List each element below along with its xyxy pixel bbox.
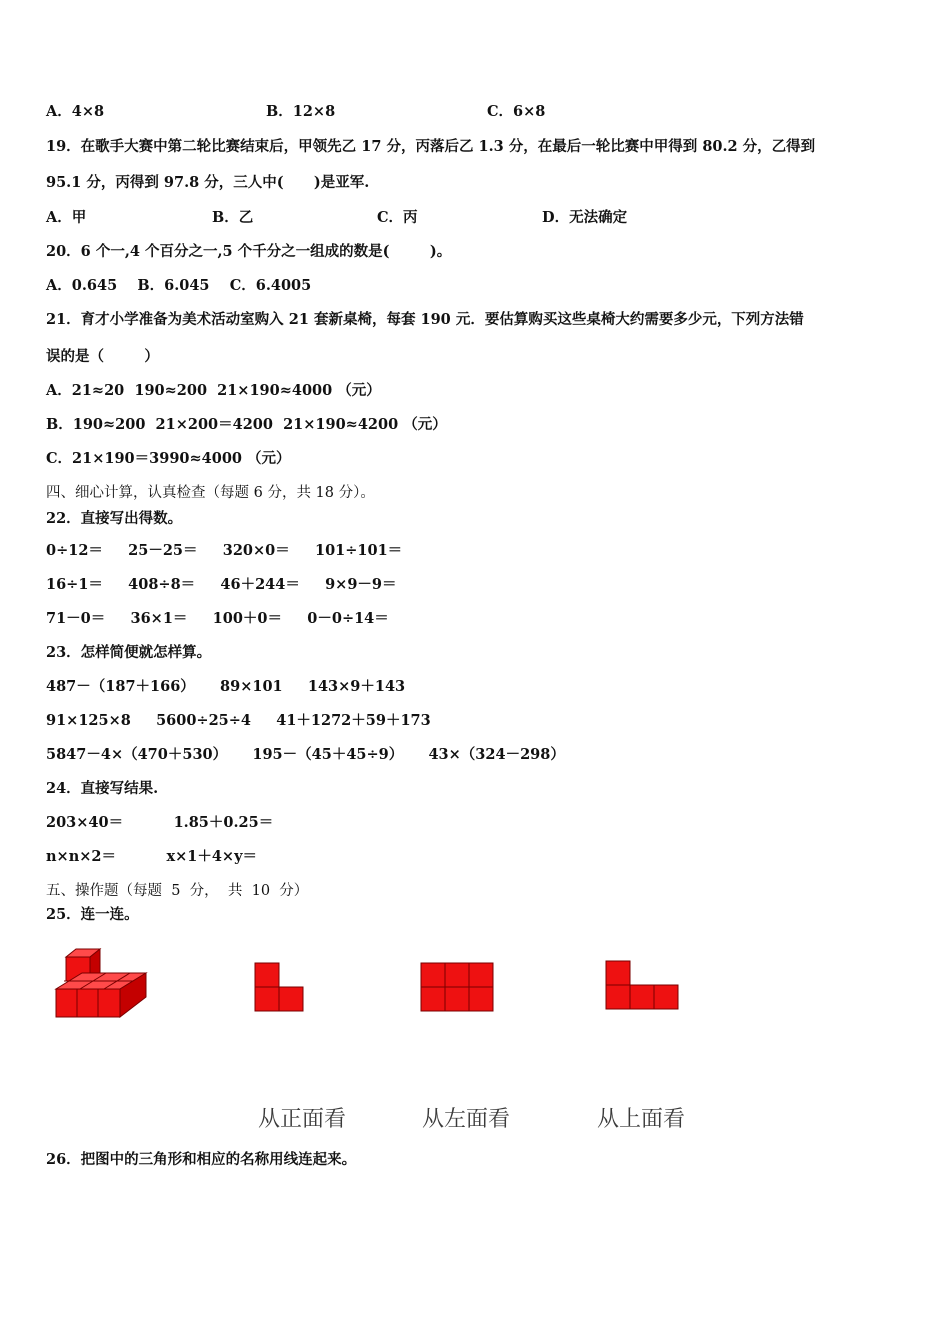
option-c: C．6×8 bbox=[487, 103, 546, 120]
caption-left-view: 从左面看 bbox=[422, 1107, 511, 1132]
q22-row-2: 16÷1＝ 408÷8＝ 46＋244＝ 9×9－9＝ bbox=[46, 576, 397, 593]
q23-row-2: 91×125×8 5600÷25÷4 41＋1272＋59＋173 bbox=[46, 712, 431, 729]
option-a: A．4×8 bbox=[46, 103, 105, 120]
q23-title: 23．怎样简便就怎样算。 bbox=[46, 644, 212, 661]
q23-row-1: 487－（187＋166） 89×101 143×9＋143 bbox=[46, 678, 406, 695]
q21-option-c: C．21×190＝3990≈4000 （元） bbox=[46, 450, 291, 467]
q20-options: A．0.645 B．6.045 C．6.4005 bbox=[46, 277, 312, 294]
q19-option-a: A．甲 bbox=[46, 209, 87, 226]
left-view-figure bbox=[420, 962, 494, 1012]
q21-option-a: A．21≈20 190≈200 21×190≈4000 （元） bbox=[46, 382, 381, 399]
option-b: B．12×8 bbox=[266, 103, 336, 120]
q24-title: 24．直接写结果. bbox=[46, 780, 159, 797]
q19-option-c: C．丙 bbox=[377, 209, 418, 226]
q25-title: 25．连一连。 bbox=[46, 906, 139, 923]
caption-front-view: 从正面看 bbox=[258, 1107, 347, 1132]
q20-stem: 20．6 个一,4 个百分之一,5 个千分之一组成的数是( )。 bbox=[46, 243, 452, 260]
q21-stem-line2: 误的是（ ） bbox=[46, 348, 159, 365]
cube-3d-figure bbox=[50, 945, 152, 1023]
q22-row-3: 71－0＝ 36×1＝ 100＋0＝ 0－0÷14＝ bbox=[46, 610, 389, 627]
q22-title: 22．直接写出得数。 bbox=[46, 510, 183, 527]
q21-stem-line1: 21．育才小学准备为美术活动室购入 21 套新桌椅，每套 190 元．要估算购买这些桌椅大约需要多少元，下列方法错 bbox=[46, 311, 804, 328]
section5-heading: 五、操作题（每题 5 分， 共 10 分） bbox=[46, 883, 309, 899]
section4-heading: 四、细心计算，认真检查（每题 6 分，共 18 分）。 bbox=[46, 485, 375, 501]
q26-title: 26．把图中的三角形和相应的名称用线连起来。 bbox=[46, 1151, 357, 1168]
front-view-figure bbox=[254, 962, 304, 1012]
q19-option-d: D．无法确定 bbox=[542, 209, 628, 226]
q24-row-1: 203×40＝ 1.85＋0.25＝ bbox=[46, 814, 274, 831]
q22-row-1: 0÷12＝ 25－25＝ 320×0＝ 101÷101＝ bbox=[46, 542, 403, 559]
top-view-figure bbox=[605, 960, 679, 1010]
q19-stem-line2: 95.1 分，丙得到 97.8 分，三人中( )是亚军. bbox=[46, 174, 370, 191]
q24-row-2: n×n×2＝ x×1＋4×y＝ bbox=[46, 848, 258, 865]
q19-option-b: B．乙 bbox=[212, 209, 254, 226]
q21-option-b: B．190≈200 21×200＝4200 21×190≈4200 （元） bbox=[46, 416, 447, 433]
q19-stem-line1: 19．在歌手大赛中第二轮比赛结束后，甲领先乙 17 分，丙落后乙 1.3 分，在最后一轮比赛中甲得到 80.2 分，乙得到 bbox=[46, 138, 816, 155]
q23-row-3: 5847－4×（470＋530） 195－（45＋45÷9） 43×（324－298） bbox=[46, 746, 565, 763]
caption-top-view: 从上面看 bbox=[597, 1107, 686, 1132]
